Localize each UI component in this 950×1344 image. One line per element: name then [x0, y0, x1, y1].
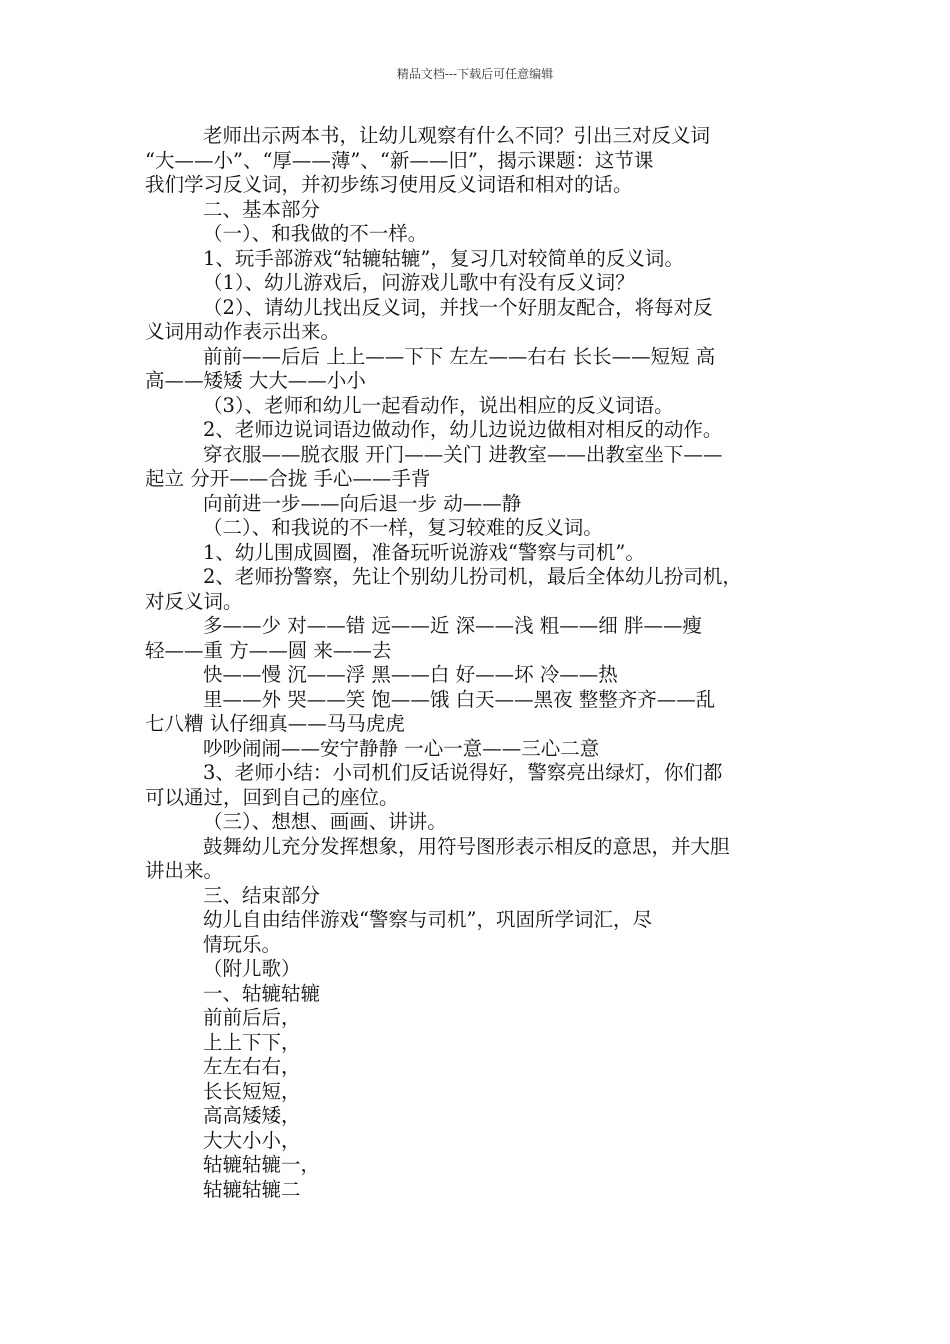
text-line: 穿衣服——脱衣服 开门——关门 进教室——出教室坐下—— — [203, 442, 723, 466]
text-line: 讲出来。 — [145, 859, 224, 882]
text-line: 轱辘轱辘二 — [203, 1177, 301, 1201]
text-line: 前前——后后 上上——下下 左左——右右 长长——短短 高 — [203, 344, 716, 368]
text-line: 二、基本部分 — [203, 197, 321, 221]
text-line: “大——小”、“厚——薄”、“新——旧”，揭示课题：这节课 — [145, 148, 654, 172]
text-line: 2、老师扮警察，先让个别幼儿扮司机，最后全体幼儿扮司机， — [203, 565, 742, 588]
text-line: （二）、和我说的不一样，复习较难的反义词。 — [203, 516, 603, 539]
text-line: 鼓舞幼儿充分发挥想象，用符号图形表示相反的意思，并大胆 — [203, 834, 730, 858]
page-header: 精品文档---下载后可任意编辑 — [396, 67, 554, 81]
text-line: 左左右右， — [203, 1055, 301, 1078]
text-line: 情玩乐。 — [203, 932, 282, 956]
text-line: 一、轱辘轱辘 — [203, 981, 321, 1005]
text-line: 我们学习反义词，并初步练习使用反义词语和相对的话。 — [145, 173, 633, 196]
text-line: 上上下下， — [203, 1030, 301, 1054]
text-line: 七八糟 认仔细真——马马虎虎 — [145, 712, 405, 735]
text-line: 3、老师小结：小司机们反话说得好，警察亮出绿灯，你们都 — [203, 761, 723, 784]
text-line: （一）、和我做的不一样。 — [203, 222, 428, 245]
text-line: （三）、想想、画画、讲讲。 — [203, 810, 447, 833]
text-line: （附儿歌） — [203, 957, 301, 980]
text-line: 三、结束部分 — [203, 883, 321, 907]
text-line: 快——慢 沉——浮 黑——白 好——坏 冷——热 — [203, 663, 618, 686]
text-line: 高——矮矮 大大——小小 — [145, 369, 366, 392]
text-line: 起立 分开——合拢 手心——手背 — [145, 467, 431, 490]
text-line: 长长短短， — [203, 1079, 301, 1103]
text-line: （1）、幼儿游戏后，问游戏儿歌中有没有反义词？ — [203, 271, 635, 294]
text-line: 义词用动作表示出来。 — [145, 320, 341, 343]
text-line: （2）、请幼儿找出反义词，并找一个好朋友配合，将每对反 — [203, 295, 713, 319]
text-line: 里——外 哭——笑 饱——饿 白天——黑夜 整整齐齐——乱 — [203, 687, 716, 711]
text-line: 轱辘轱辘一， — [203, 1153, 321, 1176]
text-line: 老师出示两本书，让幼儿观察有什么不同？引出三对反义词 — [203, 124, 711, 147]
text-line: 多——少 对——错 远——近 深——浅 粗——细 胖——瘦 — [203, 614, 702, 637]
text-line: 大大小小， — [203, 1128, 301, 1152]
text-line: 前前后后， — [203, 1006, 301, 1029]
text-line: 高高矮矮， — [203, 1104, 301, 1127]
document-body — [145, 124, 810, 1202]
text-line: 可以通过，回到自己的座位。 — [145, 785, 399, 809]
text-line: 1、幼儿围成圆圈，准备玩听说游戏“警察与司机”。 — [203, 540, 645, 564]
text-line: 吵吵闹闹——安宁静静 一心一意——三心二意 — [203, 736, 600, 760]
text-line: 1、玩手部游戏“轱辘轱辘”，复习几对较简单的反义词。 — [203, 246, 684, 270]
text-line: 轻——重 方——圆 来——去 — [145, 638, 392, 662]
text-line: 向前进一步——向后退一步 动——静 — [203, 491, 522, 515]
text-line: 2、老师边说词语边做动作，幼儿边说边做相对相反的动作。 — [203, 418, 723, 441]
text-line: （3）、老师和幼儿一起看动作，说出相应的反义词语。 — [203, 393, 674, 417]
text-line: 幼儿自由结伴游戏“警察与司机”，巩固所学词汇，尽 — [203, 908, 652, 931]
text-line: 对反义词。 — [145, 589, 243, 613]
